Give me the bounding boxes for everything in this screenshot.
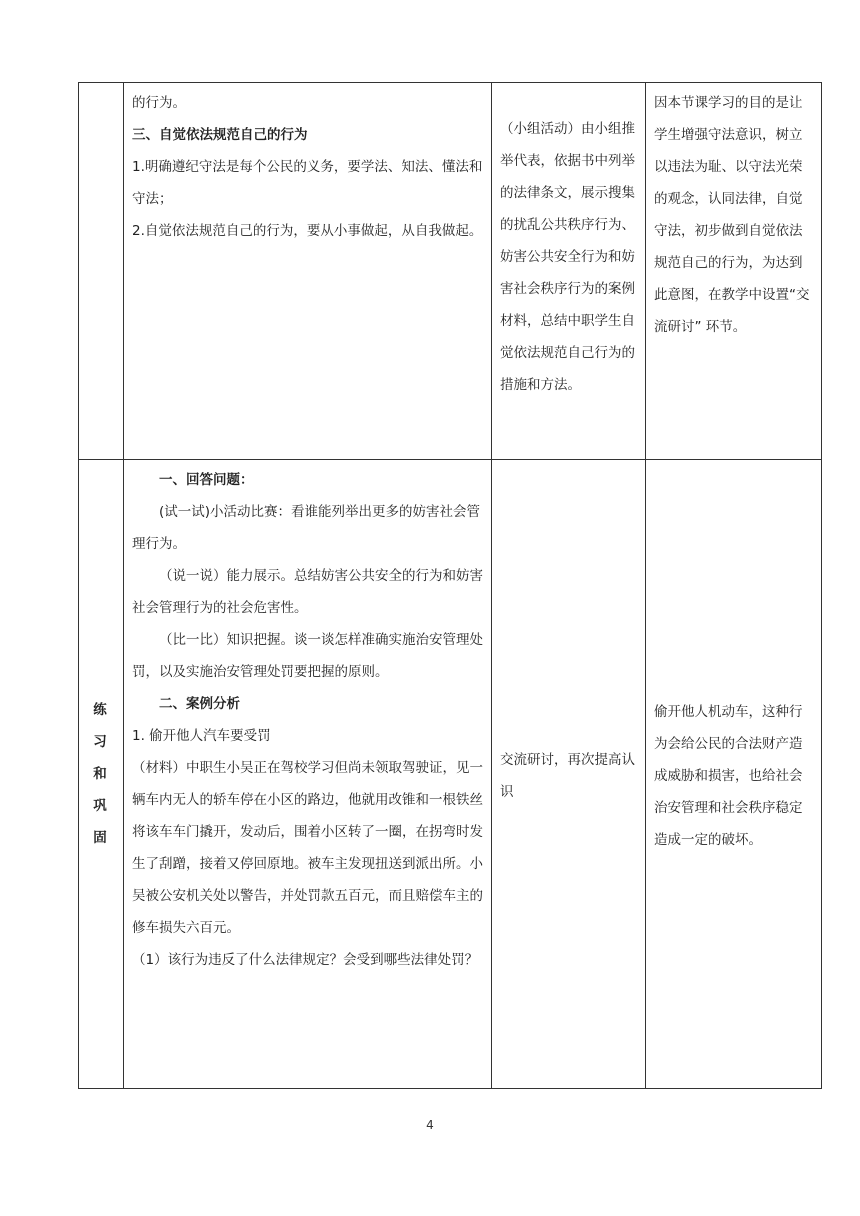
question-text: (试一试)小活动比赛：看谁能列举出更多的妨害社会管理行为。 [132,504,481,552]
case-material: （材料）中职生小吴正在驾校学习但尚未领取驾驶证，见一辆车内无人的轿车停在小区的路边，他就用改锥和一根铁丝将该车车门撬开，发动后，围着小区转了一圈，在拐弯时发生了刮蹭，接着又停回原地。被车主发现扭送到派出所。小吴被公安机关处以警告，并处罚款五百元，而且赔偿车主的修车损失六百元。 [132,760,483,936]
design-intent-cell [646,83,822,460]
design-intent-cell [646,460,822,1089]
student-activity-cell [492,460,646,1089]
lesson-plan-table [78,82,822,1089]
teaching-content-cell [124,460,492,1089]
table-row [79,83,822,460]
activity-text: （小组活动）由小组推举代表，依据书中列举的法律条文，展示搜集的扰乱公共秩序行为、妨害公共安全行为和妨害社会秩序行为的案例材料，总结中职学生自觉依法规范自己行为的措施和方法。 [500,121,635,393]
section-heading: 一、回答问题： [159,472,254,488]
case-title: 1. 偷开他人汽车要受罚 [132,728,271,744]
page-number: 4 [426,1118,434,1132]
stage-label-line: 练习 [93,702,119,750]
content-line: 的行为。 [132,95,186,111]
stage-label-line: 和巩 [93,766,119,814]
content-line: 1.明确遵纪守法是每个公民的义务，要学法、知法、懂法和守法； [132,159,483,207]
stage-label-line: 固 [93,830,119,846]
activity-text: 交流研讨，再次提高认识 [500,752,635,800]
intent-text: 偷开他人机动车，这种行为会给公民的合法财产造成威胁和损害，也给社会治安管理和社会秩序稳定造成一定的破坏。 [654,704,803,848]
content-line: 2.自觉依法规范自己的行为，要从小事做起，从自我做起。 [132,223,483,239]
student-activity-cell [492,83,646,460]
question-text: （说一说）能力展示。总结妨害公共安全的行为和妨害社会管理行为的社会危害性。 [132,568,483,616]
question-text: （比一比）知识把握。谈一谈怎样准确实施治安管理处罚，以及实施治安管理处罚要把握的原则。 [132,632,483,680]
stage-label-cell [79,460,124,1089]
teaching-content-cell [124,83,492,460]
stage-label-cell [79,83,124,460]
intent-text: 因本节课学习的目的是让学生增强守法意识，树立以违法为耻、以守法光荣的观念，认同法律，自觉守法，初步做到自觉依法规范自己的行为，为达到此意图，在教学中设置“交流研讨” 环节。 [654,95,810,335]
case-question: （1）该行为违反了什么法律规定？会受到哪些法律处罚？ [132,952,479,968]
section-heading: 二、案例分析 [159,696,240,712]
section-heading: 三、自觉依法规范自己的行为 [132,127,308,143]
table-row [79,460,822,1089]
